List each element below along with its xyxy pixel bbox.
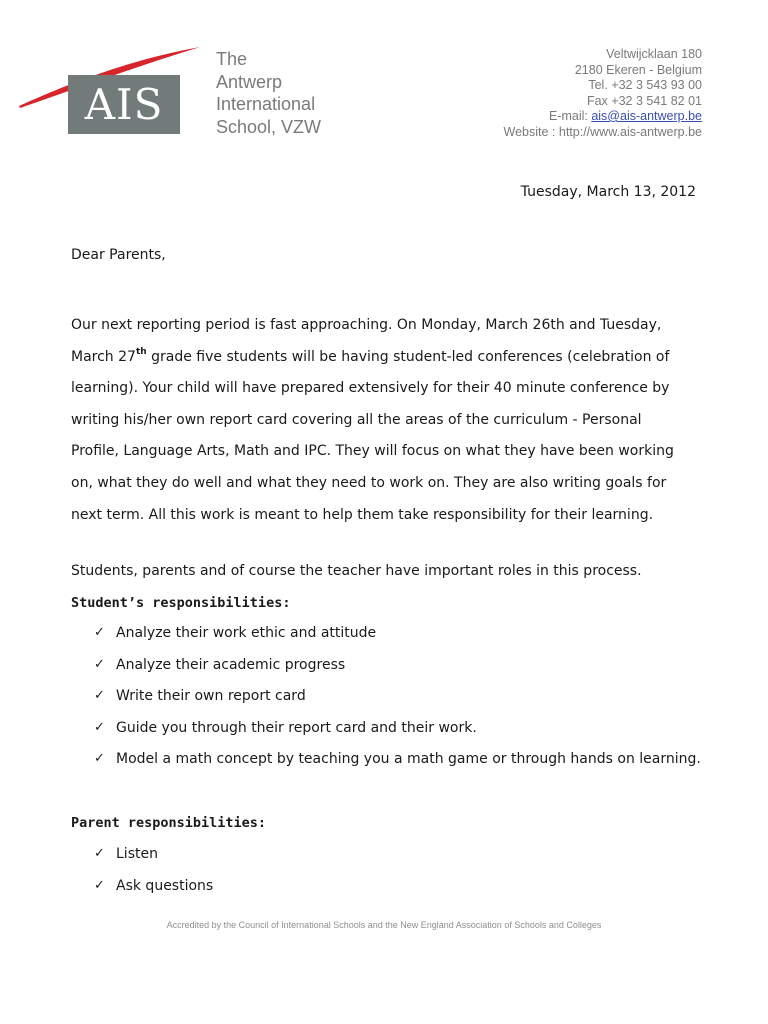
school-address-block <box>504 47 702 140</box>
school-name-line: The <box>216 49 248 69</box>
address-website: Website : http://www.ais-antwerp.be <box>503 124 702 139</box>
paragraph-line <box>71 342 711 374</box>
list-item <box>94 846 213 878</box>
address-email-row <box>504 109 702 125</box>
salutation: Dear Parents, <box>71 247 166 263</box>
list-item-text: Ask questions <box>116 877 214 894</box>
email-link[interactable]: ais@ais-antwerp.be <box>591 109 702 123</box>
checkmark-icon: ✓ <box>94 877 105 893</box>
address-telephone: Tel. +32 3 543 93 00 <box>588 78 702 92</box>
school-name-line: International <box>216 94 316 114</box>
list-item <box>94 625 701 657</box>
paragraph-line: on, what they do well and what they need to work on. They are also writing goals for <box>71 474 667 491</box>
school-logo <box>18 44 202 136</box>
email-label: E-mail: <box>548 109 592 123</box>
checkmark-icon: ✓ <box>94 719 105 735</box>
list-item-text: Write their own report card <box>116 688 306 705</box>
checkmark-icon: ✓ <box>94 846 105 861</box>
paragraph-line: next term. All this work is meant to help them take responsibility for their learning. <box>71 506 654 523</box>
checkmark-icon: ✓ <box>94 625 105 640</box>
logo-text: AIS <box>84 79 164 129</box>
list-item-text: Analyze their work ethic and attitude <box>116 625 377 641</box>
list-item-text: Listen <box>116 846 158 862</box>
list-item <box>94 751 701 783</box>
paragraph-text: grade five students will be having student-led conferences (celebration of <box>146 348 670 365</box>
list-item-text: Model a math concept by teaching you a math game or through hands on learning. <box>116 751 701 768</box>
address-city: 2180 Ekeren - Belgium <box>574 62 702 77</box>
accreditation-footer: Accredited by the Council of International Schools and the New England Association of Schools and Colleges <box>166 920 602 930</box>
paragraph-text: March 27 <box>71 348 136 365</box>
parents-heading: Parent responsibilities: <box>71 815 267 831</box>
list-item <box>94 720 701 752</box>
school-name-line: Antwerp <box>216 71 283 92</box>
checkmark-icon: ✓ <box>94 751 105 767</box>
checkmark-icon: ✓ <box>94 688 105 704</box>
letter-date: Tuesday, March 13, 2012 <box>520 184 696 200</box>
list-item <box>94 878 213 910</box>
address-fax: Fax +32 3 541 82 01 <box>586 93 702 108</box>
intro-paragraph <box>71 310 711 531</box>
student-responsibilities-list <box>94 625 701 783</box>
students-heading: Student’s responsibilities: <box>71 595 291 611</box>
list-item-text: Guide you through their report card and their work. <box>116 719 477 736</box>
paragraph-line: Our next reporting period is fast approaching. On Monday, March 26th and Tuesday, <box>71 317 662 333</box>
school-name-line: School, VZW <box>216 116 322 137</box>
parent-responsibilities-list <box>94 846 213 909</box>
school-name <box>216 48 376 138</box>
roles-intro: Students, parents and of course the teacher have important roles in this process. <box>71 563 642 579</box>
checkmark-icon: ✓ <box>94 656 105 672</box>
paragraph-line: writing his/her own report card covering all the areas of the curriculum - Personal <box>71 411 642 428</box>
list-item <box>94 657 701 689</box>
ordinal-suffix: th <box>135 346 147 357</box>
paragraph-line: learning). Your child will have prepared extensively for their 40 minute conference by <box>71 380 670 397</box>
paragraph-line: Profile, Language Arts, Math and IPC. They will focus on what they have been working <box>71 443 674 460</box>
address-street: Veltwijcklaan 180 <box>606 47 702 61</box>
list-item-text: Analyze their academic progress <box>116 656 346 673</box>
list-item <box>94 688 701 720</box>
